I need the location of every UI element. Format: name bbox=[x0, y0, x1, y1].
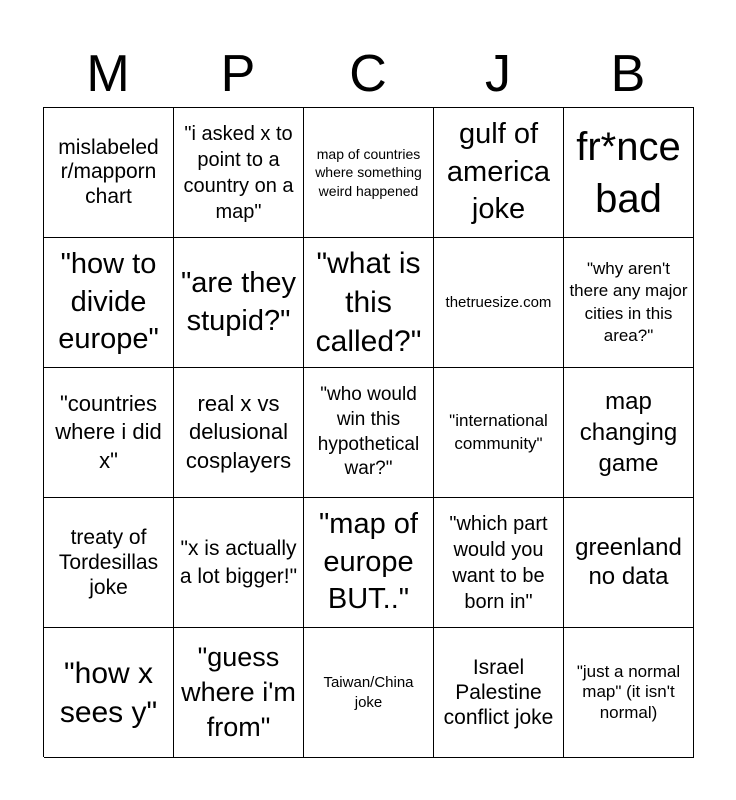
bingo-cell bbox=[44, 628, 174, 758]
cell-text: "guess where i'm from" bbox=[181, 641, 296, 743]
cell-text: mislabeled r/mapporn chart bbox=[58, 136, 159, 208]
bingo-cell bbox=[564, 238, 694, 368]
bingo-cell bbox=[434, 628, 564, 758]
cell-text: "just a normal map" (it isn't normal) bbox=[576, 661, 681, 722]
bingo-cell bbox=[174, 238, 304, 368]
bingo-cell bbox=[564, 628, 694, 758]
cell-text: Israel Palestine conflict joke bbox=[443, 655, 554, 730]
header-letter-p: P bbox=[220, 45, 256, 103]
bingo-header bbox=[43, 44, 693, 104]
cell-text: thetruesize.com bbox=[445, 293, 552, 311]
cell-text: "countries where i did x" bbox=[55, 390, 162, 473]
bingo-grid bbox=[43, 107, 694, 757]
bingo-cell bbox=[434, 108, 564, 238]
cell-text: map changing game bbox=[579, 387, 678, 478]
header-letter-j: J bbox=[485, 45, 511, 103]
bingo-cell bbox=[44, 108, 174, 238]
bingo-cell bbox=[434, 238, 564, 368]
cell-text: "which part would you want to be born in" bbox=[449, 512, 548, 613]
cell-text: "what is this called?" bbox=[315, 247, 422, 358]
cell-text: "how x sees y" bbox=[59, 656, 158, 729]
cell-text: "how to divide europe" bbox=[58, 247, 159, 356]
header-letter-b: B bbox=[610, 45, 646, 103]
bingo-cell bbox=[564, 368, 694, 498]
bingo-cell bbox=[304, 628, 434, 758]
cell-text: greenland no data bbox=[575, 533, 682, 590]
cell-text: treaty of Tordesillas joke bbox=[58, 525, 159, 600]
bingo-cell bbox=[304, 498, 434, 628]
cell-text: "are they stupid?" bbox=[180, 266, 297, 337]
cell-text: gulf of america joke bbox=[446, 117, 551, 226]
cell-text: "who would win this hypothetical war?" bbox=[317, 384, 420, 480]
bingo-cell bbox=[174, 108, 304, 238]
cell-text: "international community" bbox=[449, 411, 548, 453]
cell-text: fr*nce bad bbox=[576, 124, 681, 221]
bingo-cell bbox=[304, 238, 434, 368]
bingo-cell bbox=[434, 498, 564, 628]
bingo-cell bbox=[44, 498, 174, 628]
bingo-cell bbox=[434, 368, 564, 498]
cell-text: "map of europe BUT.." bbox=[319, 507, 418, 616]
bingo-cell bbox=[304, 108, 434, 238]
bingo-cell bbox=[564, 108, 694, 238]
cell-text: map of countries where something weird happened bbox=[315, 146, 422, 199]
cell-text: "why aren't there any major cities in this area?" bbox=[569, 259, 688, 345]
header-letter-m: M bbox=[86, 45, 130, 103]
cell-text: Taiwan/China joke bbox=[323, 674, 414, 711]
bingo-cell bbox=[304, 368, 434, 498]
bingo-cell bbox=[174, 368, 304, 498]
cell-text: real x vs delusional cosplayers bbox=[185, 390, 292, 473]
bingo-cell bbox=[564, 498, 694, 628]
cell-text: "i asked x to point to a country on a map" bbox=[183, 122, 294, 223]
bingo-cell bbox=[44, 238, 174, 368]
bingo-cell bbox=[174, 628, 304, 758]
cell-text: "x is actually a lot bigger!" bbox=[179, 537, 298, 588]
bingo-cell bbox=[44, 368, 174, 498]
bingo-cell bbox=[174, 498, 304, 628]
header-letter-c: C bbox=[349, 45, 387, 103]
